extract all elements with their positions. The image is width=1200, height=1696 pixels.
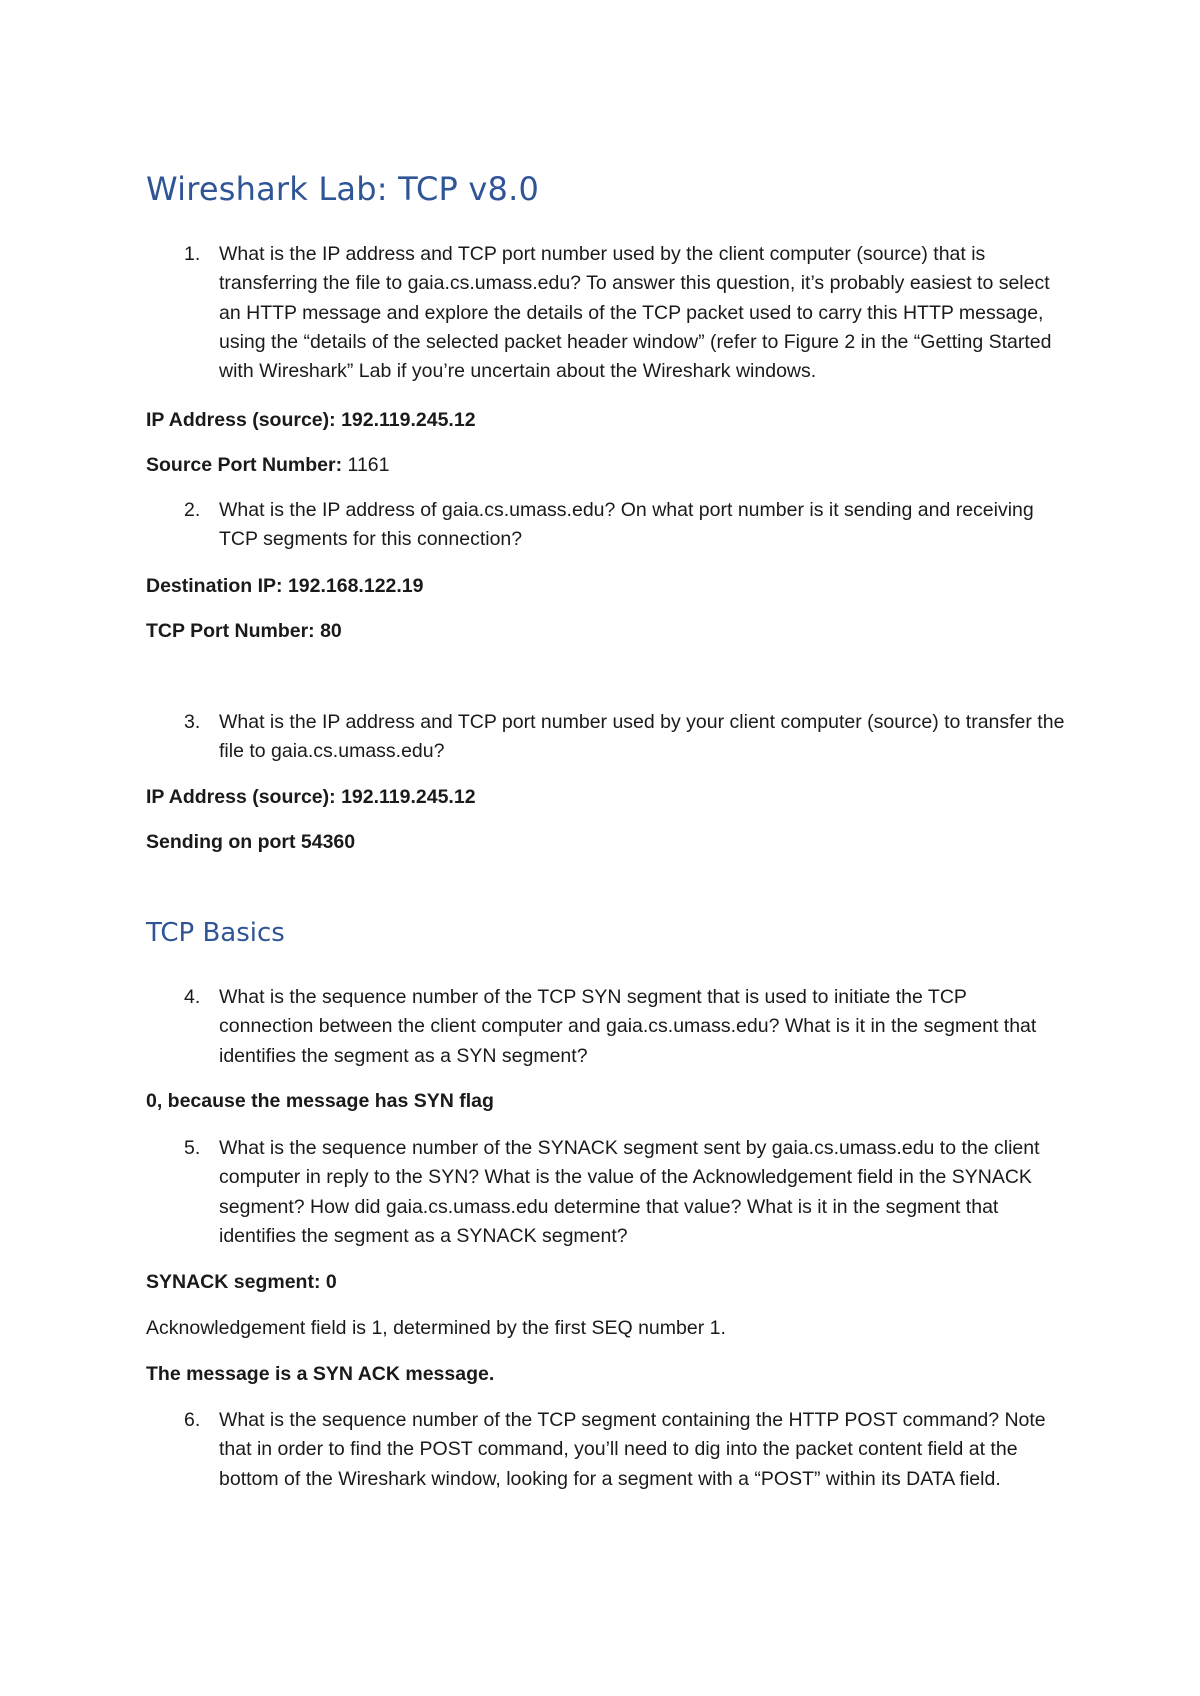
question-number: 2. [184,499,201,521]
answer-q2-port [146,617,342,646]
answer-value: 192.168.122.19 [287,575,424,597]
answer-label: TCP Port Number: [146,620,315,642]
answer-q1-ip [146,406,476,435]
answer-label: Source Port Number: [146,454,343,476]
question-5 [146,1134,1066,1251]
answer-label: IP Address (source): [146,786,336,808]
answer-q2-ip [146,572,424,601]
answer-value: 192.119.245.12 [341,409,476,431]
answer-value: 192.119.245.12 [341,786,476,808]
question-text: What is the IP address and TCP port number used by your client computer (source) to transfer the file to gaia.cs.umass.edu? [219,711,1065,763]
answer-value: 80 [320,620,342,642]
question-2 [146,496,1066,555]
question-text: What is the IP address and TCP port number used by the client computer (source) that is transferring the file to gaia.cs.umass.edu? To answer this question, it’s probably easiest to select an HTTP message and explore the details of the TCP packet used to carry this HTTP message, using the “details of the selected packet header window” (refer to Figure 2 in the “Getting Started with Wireshark” Lab if you’re uncertain about the Wireshark windows. [219,243,1052,383]
question-1 [146,240,1066,386]
section-title: TCP Basics [146,918,285,948]
question-text: What is the sequence number of the TCP SYN segment that is used to initiate the TCP connection between the client computer and gaia.cs.umass.edu? What is it in the segment that identifies the segment as a SYN segment? [219,986,1037,1067]
answer-label: Destination IP: [146,575,283,597]
answer-q5-synack: SYNACK segment: 0 [146,1271,337,1293]
page-title: Wireshark Lab: TCP v8.0 [146,170,540,208]
question-text: What is the IP address of gaia.cs.umass.edu? On what port number is it sending and receiving TCP segments for this connection? [219,499,1034,551]
answer-q3-port: Sending on port 54360 [146,831,356,853]
question-number: 5. [184,1137,201,1159]
answer-q5-ack-field: Acknowledgement field is 1, determined by the first SEQ number 1. [146,1317,726,1339]
question-text: What is the sequence number of the SYNACK segment sent by gaia.cs.umass.edu to the client computer in reply to the SYN? What is the value of the Acknowledgement field in the SYNACK segment? How did gaia.cs.umass.edu determine that value? What is it in the segment that identifies the segment as a SYNACK segment? [219,1137,1040,1247]
answer-q5-message: The message is a SYN ACK message. [146,1363,495,1385]
question-text: What is the sequence number of the TCP segment containing the HTTP POST command? Note that in order to find the POST command, you’ll need to dig into the packet content field at the bottom of the Wireshark window, looking for a segment with a “POST” within its DATA field. [219,1409,1046,1490]
question-3 [146,708,1066,767]
question-number: 6. [184,1409,201,1431]
answer-label: IP Address (source): [146,409,336,431]
question-4 [146,983,1066,1071]
answer-q4: 0, because the message has SYN flag [146,1090,494,1112]
answer-value: 1161 [347,454,390,476]
answer-q3-ip [146,783,476,812]
question-number: 4. [184,986,201,1008]
question-number: 1. [184,243,201,265]
answer-q1-port [146,451,389,480]
question-number: 3. [184,711,201,733]
question-6 [146,1406,1066,1494]
